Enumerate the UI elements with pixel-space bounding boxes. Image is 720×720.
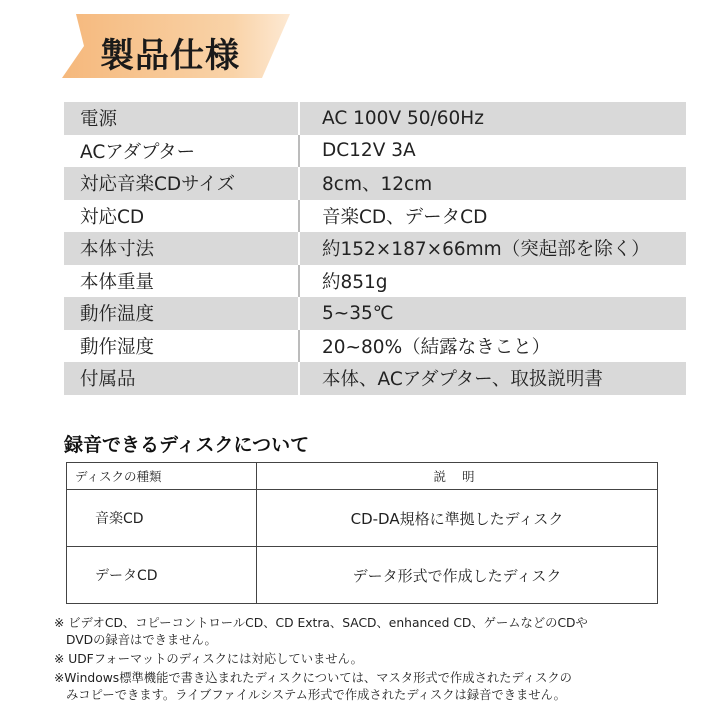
note-line: ※ ビデオCD、コピーコントロールCD、CD Extra、SACD、enhanced CD、ゲームなどのCDや <box>54 616 588 630</box>
disc-desc-cell: データ形式で作成したディスク <box>257 547 658 604</box>
spec-table <box>64 102 686 395</box>
spec-label: 動作湿度 <box>64 330 299 363</box>
note <box>54 615 684 649</box>
spec-row <box>64 135 686 168</box>
disc-table-row <box>67 490 658 547</box>
disc-type-header: ディスクの種類 <box>67 463 257 490</box>
spec-label: ACアダプター <box>64 135 299 168</box>
disc-desc-header: 説 明 <box>257 463 658 490</box>
spec-label: 電源 <box>64 102 299 135</box>
spec-row <box>64 102 686 135</box>
disc-desc-cell: CD-DA規格に準拠したディスク <box>257 490 658 547</box>
spec-label: 対応音楽CDサイズ <box>64 167 299 200</box>
note-line: ※ UDFフォーマットのディスクには対応していません。 <box>54 651 363 666</box>
spec-value: 約851g <box>299 265 686 298</box>
spec-row <box>64 265 686 298</box>
spec-label: 付属品 <box>64 362 299 395</box>
note-line: ※Windows標準機能で書き込まれたディスクについては、マスタ形式で作成されたディスクの <box>54 670 572 685</box>
spec-label: 本体重量 <box>64 265 299 298</box>
notes <box>54 615 684 706</box>
spec-row <box>64 362 686 395</box>
disc-type-cell: データCD <box>67 547 257 604</box>
page-title: 製品仕様 <box>100 36 240 76</box>
spec-row <box>64 330 686 363</box>
title-banner <box>62 14 290 78</box>
spec-row <box>64 297 686 330</box>
note-line: DVDの録音はできません。 <box>66 633 217 648</box>
spec-value: AC 100V 50/60Hz <box>299 102 686 135</box>
disc-table-row <box>67 547 658 604</box>
disc-type-cell: 音楽CD <box>67 490 257 547</box>
note-line: みコピーできます。ライブファイルシステム形式で作成されたディスクは録音できません。 <box>66 687 566 702</box>
spec-value: 5~35℃ <box>299 297 686 330</box>
disc-section-heading: 録音できるディスクについて <box>64 434 310 456</box>
disc-table-header <box>67 463 658 490</box>
spec-label: 対応CD <box>64 200 299 233</box>
disc-table <box>66 462 658 604</box>
spec-value: 本体、ACアダプター、取扱説明書 <box>299 362 686 395</box>
spec-value: 約152×187×66mm（突起部を除く） <box>299 232 686 265</box>
spec-label: 動作温度 <box>64 297 299 330</box>
spec-value: 8cm、12cm <box>299 167 686 200</box>
spec-row <box>64 232 686 265</box>
note <box>54 651 684 668</box>
spec-value: 音楽CD、データCD <box>299 200 686 233</box>
spec-row <box>64 200 686 233</box>
spec-label: 本体寸法 <box>64 232 299 265</box>
note <box>54 670 684 704</box>
spec-value: DC12V 3A <box>299 135 686 168</box>
spec-value: 20~80%（結露なきこと） <box>299 330 686 363</box>
spec-row <box>64 167 686 200</box>
